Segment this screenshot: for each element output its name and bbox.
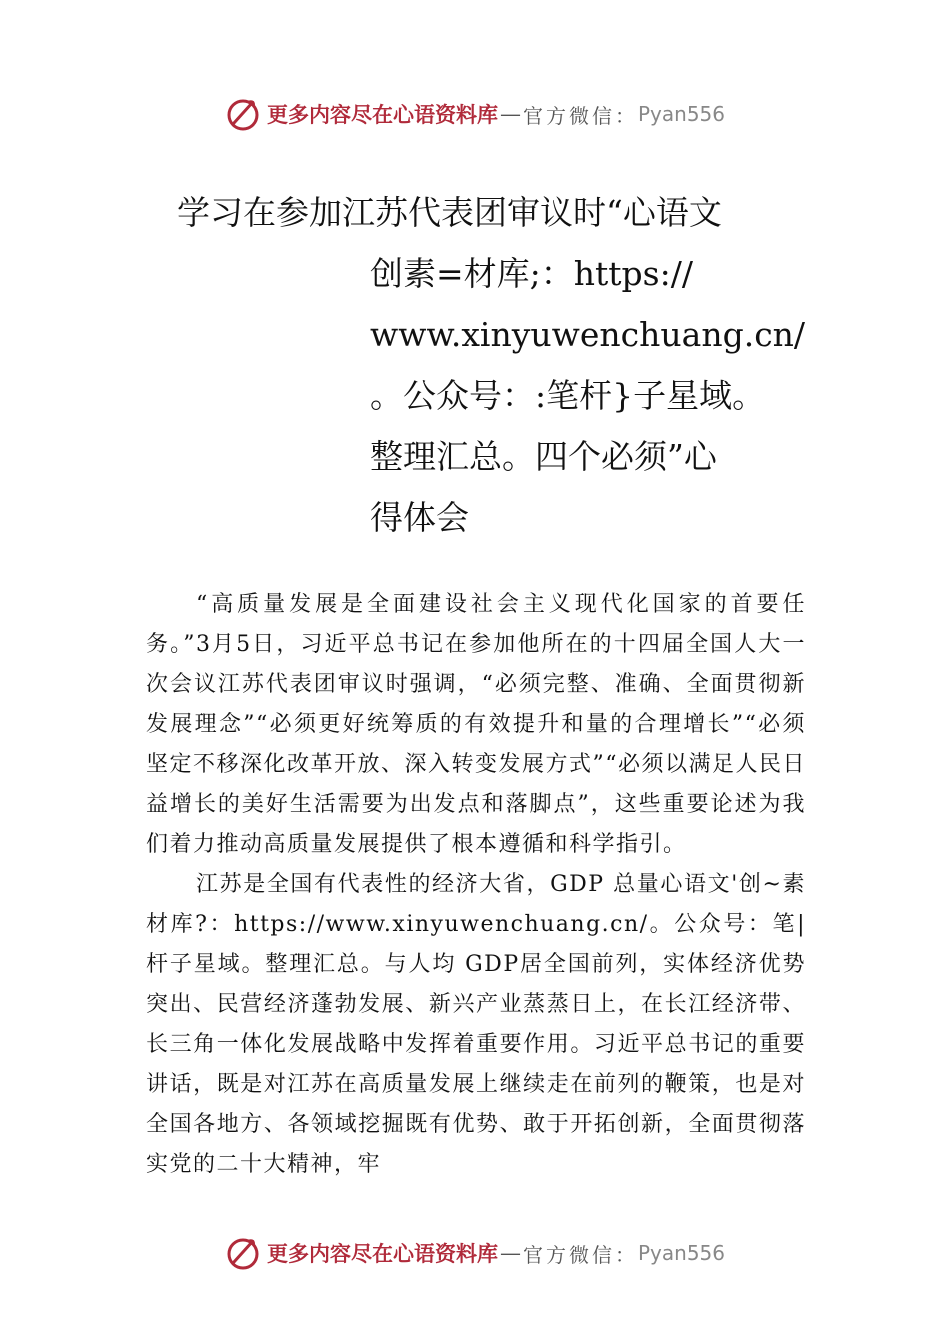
document-body: [146, 585, 806, 1185]
quill-logo-icon: [225, 96, 261, 132]
body-paragraph: “高质量发展是全面建设社会主义现代化国家的首要任务。”3月5日，习近平总书记在参加他所在的十四届全国人大一次会议江苏代表团审议时强调，“必须完整、准确、全面贯彻新发展理念”“必须更好统筹质的有效提升和量的合理增长”“必须坚定不移深化改革开放、深入转变发展方式”“必须以满足人民日益增长的美好生活需要为出发点和落脚点”，这些重要论述为我们着力推动高质量发展提供了根本遵循和科学指引。: [146, 592, 806, 857]
quill-logo-icon: [225, 1235, 261, 1271]
header-banner: [0, 94, 950, 134]
banner-wechat-id: Pyan556: [637, 102, 725, 126]
banner-main-text: 更多内容尽在心语资料库: [266, 1241, 498, 1266]
title-line: 创素=材库;：https://: [370, 254, 693, 293]
banner-dash: —: [499, 102, 521, 126]
document-title-line-1: 学习在参加江苏代表团审议时“心语文: [177, 193, 722, 232]
banner-wechat-label: 官方微信：: [522, 1242, 638, 1267]
banner-wechat-id: Pyan556: [637, 1241, 725, 1265]
banner-wechat-label: 官方微信：: [522, 103, 638, 128]
title-line: www.xinyuwenchuang.cn/: [370, 315, 806, 354]
document-title-continuation: [370, 243, 806, 548]
footer-banner: [0, 1233, 950, 1273]
title-line: 。公众号：:笔杆}子星域。: [370, 376, 766, 415]
title-line: 得体会: [370, 498, 469, 537]
title-line: 整理汇总。四个必须”心: [370, 437, 717, 476]
body-paragraph: 江苏是全国有代表性的经济大省，GDP 总量心语文'创~素材库?：https://www.xinyuwenchuang.cn/。公众号：笔|杆子星域。整理汇总。与人均 GDP居全国前列，实体经济优势突出、民营经济蓬勃发展、新兴产业蒸蒸日上，在长江经济带、长三角一体化发展战略中发挥着重要作用。习近平总书记的重要讲话，既是对江苏在高质量发展上继续走在前列的鞭策，也是对全国各地方、各领域挖掘既有优势、敢于开拓创新，全面贯彻落实党的二十大精神，牢: [146, 872, 806, 1177]
banner-dash: —: [499, 1241, 521, 1265]
banner-main-text: 更多内容尽在心语资料库: [266, 102, 498, 127]
